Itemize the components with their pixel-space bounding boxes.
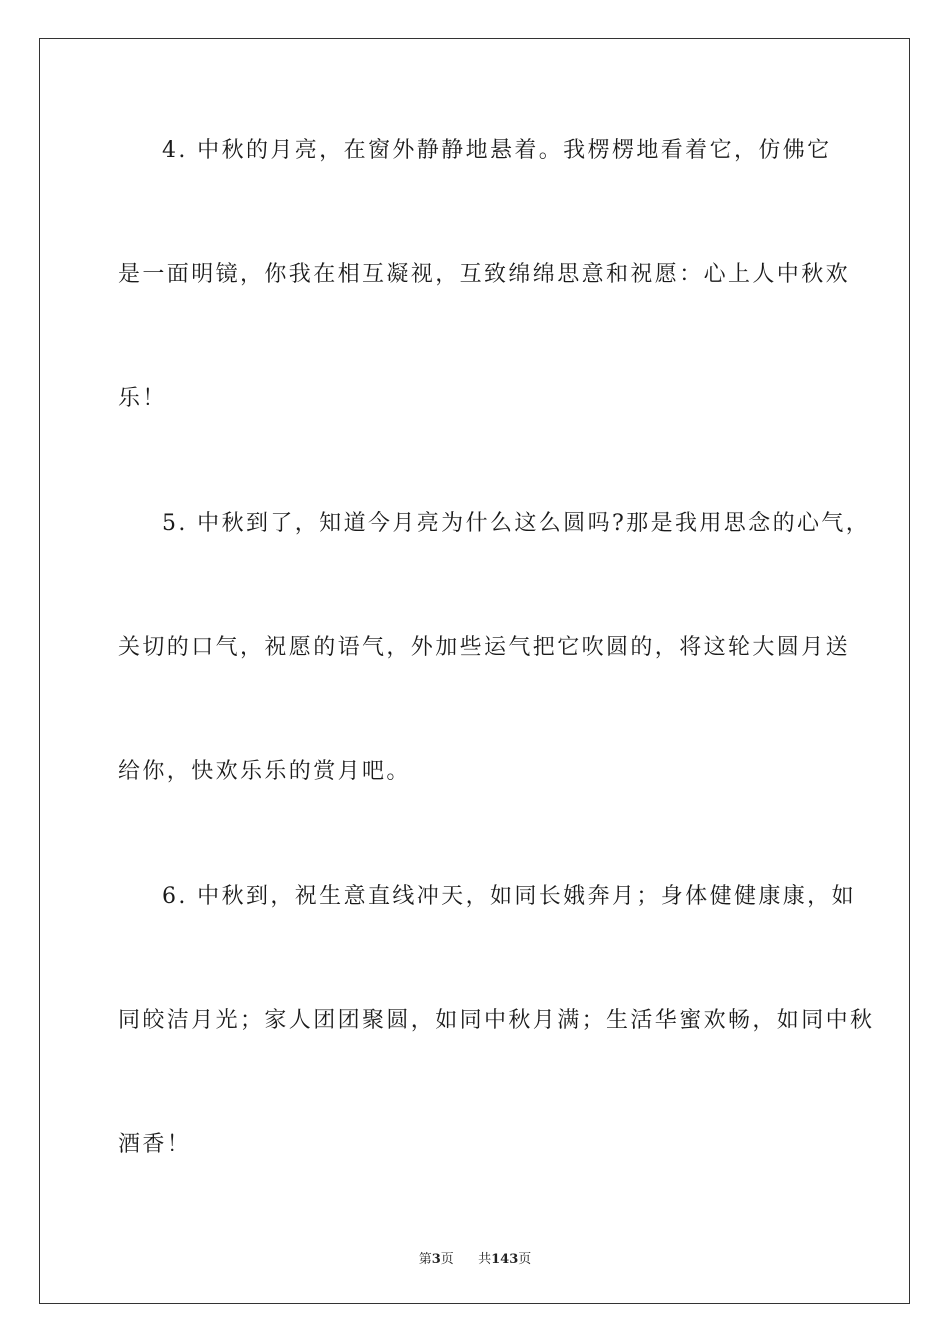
page-suffix: 页 — [440, 1252, 454, 1267]
paragraph-4-line-1: 4. 中秋的月亮，在窗外静静地悬着。我楞楞地看着它，仿佛它 — [162, 138, 832, 163]
paragraph-4-line-2: 是一面明镜，你我在相互凝视，互致绵绵思意和祝愿：心上人中秋欢 — [118, 262, 851, 287]
page-footer — [0, 1248, 950, 1267]
paragraph-5-line-2: 关切的口气，祝愿的语气，外加些运气把它吹圆的，将这轮大圆月送 — [118, 635, 851, 660]
total-pages: 143 — [491, 1252, 519, 1267]
total-prefix: 共 — [478, 1252, 492, 1267]
page-prefix: 第 — [418, 1252, 432, 1267]
paragraph-6-line-1: 6. 中秋到，祝生意直线冲天，如同长娥奔月；身体健健康康，如 — [162, 884, 856, 909]
paragraph-6-line-2: 同皎洁月光；家人团团聚圆，如同中秋月满；生活华蜜欢畅，如同中秋 — [118, 1008, 875, 1033]
total-suffix: 页 — [518, 1252, 532, 1267]
paragraph-6-line-3: 酒香！ — [118, 1132, 192, 1157]
paragraph-5-line-3: 给你，快欢乐乐的赏月吧。 — [118, 759, 411, 784]
page-number: 3 — [431, 1252, 441, 1267]
page-frame — [39, 38, 910, 1304]
total-pages-indicator — [478, 1248, 531, 1267]
paragraph-4-line-3: 乐！ — [118, 386, 167, 411]
page-indicator — [419, 1248, 454, 1267]
paragraph-5-line-1: 5. 中秋到了，知道今月亮为什么这么圆吗?那是我用思念的心气， — [162, 511, 871, 536]
